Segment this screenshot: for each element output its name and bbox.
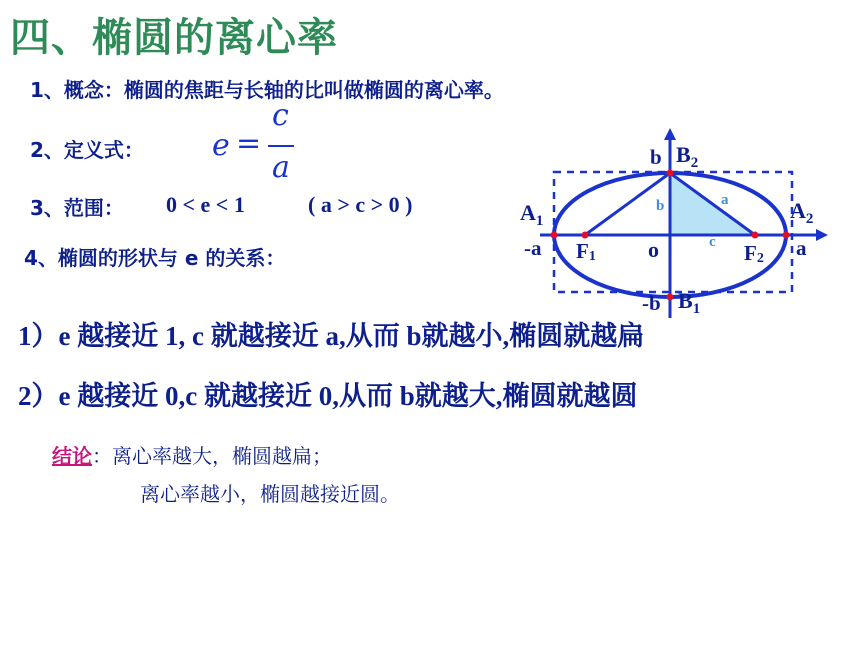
point-shape-relation: 4、椭圆的形状与 e 的关系： — [24, 246, 286, 270]
vertex-b1-point — [667, 294, 674, 301]
fraction-bar — [268, 145, 294, 147]
formula-lhs: e — [212, 128, 230, 163]
conclusion-line-1 — [52, 440, 332, 469]
label-f2: F2 — [744, 241, 764, 266]
ellipse-diagram — [510, 118, 840, 318]
label-pos-b: b — [650, 145, 662, 169]
point-range-condition: ( a > c > 0 ) — [308, 192, 413, 217]
vertex-a1-point — [551, 232, 558, 239]
point-concept: 1、概念：椭圆的焦距与长轴的比叫做椭圆的离心率。 — [30, 78, 504, 102]
y-axis-arrow — [664, 128, 676, 140]
label-origin: o — [648, 237, 659, 262]
formula-denominator: a — [272, 150, 290, 185]
formula-equals: = — [236, 126, 262, 161]
conclusion-colon: ： — [92, 444, 112, 468]
label-pos-a: a — [796, 236, 807, 260]
label-b2: $B_2$ — [676, 142, 699, 171]
formula-numerator: c — [272, 98, 289, 133]
statement-e-near-1: 1）e 越接近 1, c 就越接近 a,从而 b就越小,椭圆就越扁 — [18, 321, 645, 351]
conclusion-label: 结论 — [52, 444, 92, 468]
page-title: 四、椭圆的离心率 — [10, 15, 338, 61]
conclusion-line-2: 离心率越小，椭圆越接近圆。 — [140, 482, 400, 506]
label-a1: $A_1$ — [520, 200, 544, 229]
label-triangle-a: a — [721, 192, 729, 208]
label-neg-a: -a — [524, 236, 542, 260]
point-definition-label: 2、定义式： — [30, 138, 144, 162]
point-range-label: 3、范围： — [30, 196, 124, 220]
label-a2: $A_2$ — [790, 198, 814, 227]
conclusion-text-1: 离心率越大，椭圆越扁； — [112, 444, 332, 468]
vertex-b2-point — [667, 170, 674, 177]
focus-f2-point — [752, 232, 759, 239]
vertex-a2-point — [783, 232, 790, 239]
label-b1: $B_1$ — [678, 288, 701, 317]
label-neg-b: -b — [642, 291, 661, 315]
label-triangle-b: b — [656, 198, 665, 214]
statement-e-near-0: 2）e 越接近 0,c 就越接近 0,从而 b就越大,椭圆就越圆 — [18, 381, 638, 411]
label-triangle-c: c — [709, 234, 716, 250]
label-f1: F1 — [576, 239, 596, 264]
point-range-value: 0 < e < 1 — [166, 192, 245, 217]
x-axis-arrow — [816, 229, 828, 241]
focus-f1-point — [582, 232, 589, 239]
